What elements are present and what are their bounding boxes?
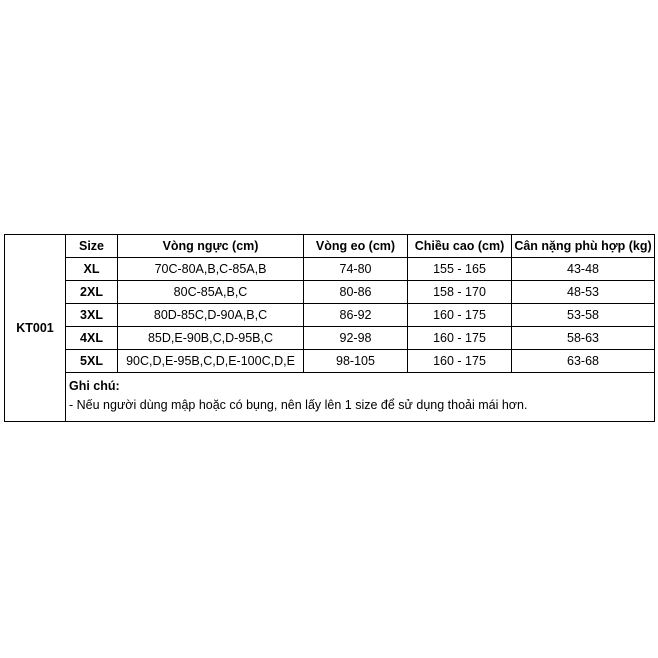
height-cell: 160 - 175 bbox=[408, 327, 512, 350]
size-cell: 2XL bbox=[66, 281, 118, 304]
bust-cell: 85D,E-90B,C,D-95B,C bbox=[118, 327, 304, 350]
weight-cell: 63-68 bbox=[512, 350, 655, 373]
height-cell: 158 - 170 bbox=[408, 281, 512, 304]
weight-cell: 58-63 bbox=[512, 327, 655, 350]
header-waist: Vòng eo (cm) bbox=[304, 235, 408, 258]
header-row bbox=[5, 235, 655, 258]
weight-cell: 53-58 bbox=[512, 304, 655, 327]
header-weight: Cân nặng phù hợp (kg) bbox=[512, 235, 655, 258]
height-cell: 160 - 175 bbox=[408, 304, 512, 327]
waist-cell: 80-86 bbox=[304, 281, 408, 304]
product-code: KT001 bbox=[5, 235, 66, 422]
height-cell: 160 - 175 bbox=[408, 350, 512, 373]
height-cell: 155 - 165 bbox=[408, 258, 512, 281]
table-row bbox=[5, 258, 655, 281]
bust-cell: 80C-85A,B,C bbox=[118, 281, 304, 304]
waist-cell: 74-80 bbox=[304, 258, 408, 281]
table-row bbox=[5, 327, 655, 350]
table-row bbox=[5, 281, 655, 304]
header-height: Chiều cao (cm) bbox=[408, 235, 512, 258]
table-row bbox=[5, 304, 655, 327]
waist-cell: 98-105 bbox=[304, 350, 408, 373]
weight-cell: 43-48 bbox=[512, 258, 655, 281]
size-cell: XL bbox=[66, 258, 118, 281]
weight-cell: 48-53 bbox=[512, 281, 655, 304]
note-cell bbox=[66, 373, 655, 422]
size-cell: 5XL bbox=[66, 350, 118, 373]
note-text: - Nếu người dùng mập hoặc có bụng, nên lấy lên 1 size để sử dụng thoải mái hơn. bbox=[69, 398, 528, 412]
note-title: Ghi chú: bbox=[69, 379, 120, 393]
size-cell: 3XL bbox=[66, 304, 118, 327]
bust-cell: 70C-80A,B,C-85A,B bbox=[118, 258, 304, 281]
bust-cell: 80D-85C,D-90A,B,C bbox=[118, 304, 304, 327]
waist-cell: 92-98 bbox=[304, 327, 408, 350]
note-row bbox=[5, 373, 655, 422]
size-cell: 4XL bbox=[66, 327, 118, 350]
table-row bbox=[5, 350, 655, 373]
size-chart-table bbox=[4, 234, 655, 422]
waist-cell: 86-92 bbox=[304, 304, 408, 327]
header-size: Size bbox=[66, 235, 118, 258]
bust-cell: 90C,D,E-95B,C,D,E-100C,D,E bbox=[118, 350, 304, 373]
header-bust: Vòng ngực (cm) bbox=[118, 235, 304, 258]
